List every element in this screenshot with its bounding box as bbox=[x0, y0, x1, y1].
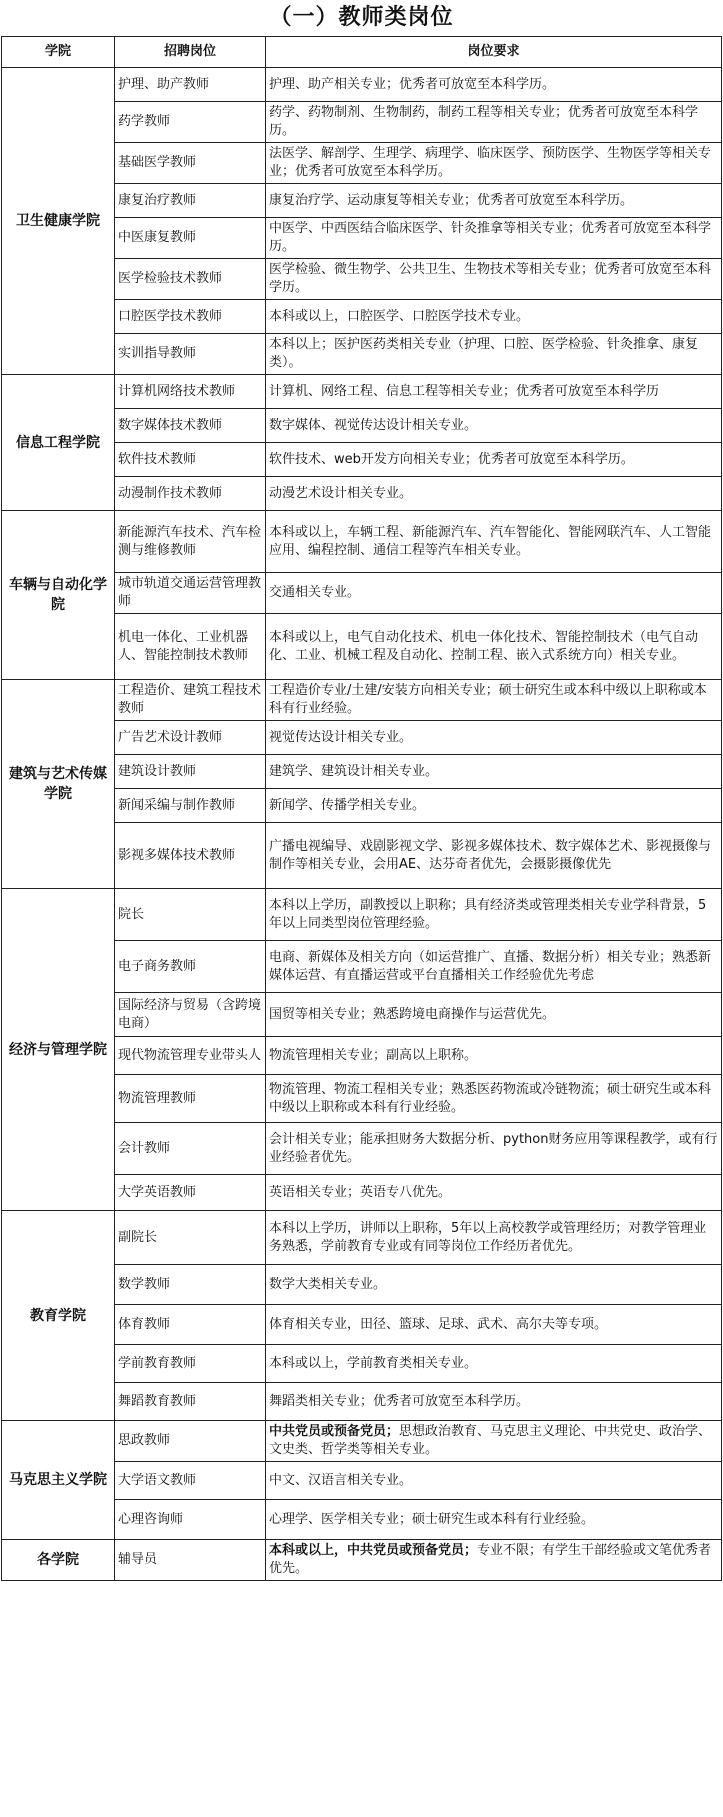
requirement-text: 本科以上学历，副教授以上职称；具有经济类或管理类相关专业学科背景，5年以上同类型岗位管理经验。 bbox=[269, 897, 707, 931]
table-row bbox=[2, 1421, 722, 1462]
requirement-text: 动漫艺术设计相关专业。 bbox=[269, 485, 413, 501]
header-college: 学院 bbox=[2, 37, 115, 68]
requirement-text: 新闻学、传播学相关专业。 bbox=[269, 797, 426, 813]
table-row bbox=[2, 1540, 722, 1581]
post-cell: 思政教师 bbox=[115, 1421, 266, 1462]
post-cell: 数学教师 bbox=[115, 1265, 266, 1305]
post-cell: 影视多媒体技术教师 bbox=[115, 823, 266, 889]
requirement-cell bbox=[266, 1540, 722, 1581]
requirement-text: 广播电视编导、戏剧影视文学、影视多媒体技术、数字媒体艺术、影视摄像与制作等相关专业，会用AE、达芬奇者优先，会摄影摄像优先 bbox=[269, 838, 712, 872]
requirement-text: 法医学、解剖学、生理学、病理学、临床医学、预防医学、生物医学等相关专业；优秀者可放宽至本科学历。 bbox=[269, 146, 712, 179]
requirement-cell bbox=[266, 184, 722, 218]
requirement-cell bbox=[266, 443, 722, 477]
post-cell: 学前教育教师 bbox=[115, 1345, 266, 1383]
requirement-cell bbox=[266, 1075, 722, 1123]
requirement-emphasis: 中共党员或预备党员； bbox=[269, 1424, 400, 1439]
table-row bbox=[2, 1211, 722, 1265]
requirement-cell bbox=[266, 1383, 722, 1421]
requirement-text: 思想政治教育、马克思主义理论、中共党史、政治学、文史类、哲学类等相关专业。 bbox=[269, 1424, 712, 1457]
college-cell: 各学院 bbox=[2, 1540, 115, 1581]
requirement-cell bbox=[266, 1462, 722, 1500]
requirement-text: 会计相关专业；能承担财务大数据分析、python财务应用等课程教学，或有行业经验者优先。 bbox=[269, 1131, 718, 1165]
requirement-text: 心理学、医学相关专业；硕士研究生或本科有行业经验。 bbox=[269, 1511, 595, 1527]
requirement-cell bbox=[266, 1211, 722, 1265]
requirement-text: 软件技术、web开发方向相关专业；优秀者可放宽至本科学历。 bbox=[269, 451, 634, 467]
requirement-cell bbox=[266, 68, 722, 102]
table-row bbox=[2, 375, 722, 409]
post-cell: 口腔医学技术教师 bbox=[115, 300, 266, 334]
post-cell: 机电一体化、工业机器人、智能控制技术教师 bbox=[115, 614, 266, 680]
post-cell: 现代物流管理专业带头人 bbox=[115, 1037, 266, 1075]
requirement-cell bbox=[266, 789, 722, 823]
requirement-text: 专业不限；有学生干部经验或文笔优秀者优先。 bbox=[269, 1543, 712, 1576]
post-cell: 心理咨询师 bbox=[115, 1500, 266, 1540]
post-cell: 会计教师 bbox=[115, 1123, 266, 1175]
requirement-cell bbox=[266, 1265, 722, 1305]
requirement-text: 国贸等相关专业；熟悉跨境电商操作与运营优先。 bbox=[269, 1006, 556, 1022]
post-cell: 体育教师 bbox=[115, 1305, 266, 1345]
college-cell: 车辆与自动化学院 bbox=[2, 511, 115, 680]
requirement-cell bbox=[266, 1305, 722, 1345]
requirement-text: 英语相关专业；英语专八优先。 bbox=[269, 1184, 452, 1200]
requirement-cell bbox=[266, 941, 722, 993]
post-cell: 物流管理教师 bbox=[115, 1075, 266, 1123]
college-cell: 建筑与艺术传媒学院 bbox=[2, 680, 115, 889]
post-cell: 国际经济与贸易（含跨境电商） bbox=[115, 993, 266, 1037]
requirement-cell bbox=[266, 1123, 722, 1175]
table-row bbox=[2, 68, 722, 102]
requirement-text: 本科或以上，口腔医学、口腔医学技术专业。 bbox=[269, 308, 530, 324]
college-cell: 卫生健康学院 bbox=[2, 68, 115, 375]
post-cell: 药学教师 bbox=[115, 102, 266, 143]
requirement-cell bbox=[266, 573, 722, 614]
post-cell: 动漫制作技术教师 bbox=[115, 477, 266, 511]
requirement-text: 舞蹈类相关专业；优秀者可放宽至本科学历。 bbox=[269, 1393, 530, 1409]
post-cell: 新闻采编与制作教师 bbox=[115, 789, 266, 823]
post-cell: 实训指导教师 bbox=[115, 334, 266, 375]
requirement-cell bbox=[266, 1500, 722, 1540]
requirement-cell bbox=[266, 375, 722, 409]
requirement-text: 视觉传达设计相关专业。 bbox=[269, 729, 413, 745]
requirement-cell bbox=[266, 993, 722, 1037]
post-cell: 副院长 bbox=[115, 1211, 266, 1265]
requirement-text: 中医学、中西医结合临床医学、针灸推拿等相关专业；优秀者可放宽至本科学历。 bbox=[269, 221, 712, 254]
requirement-cell bbox=[266, 102, 722, 143]
page-title: （一）教师类岗位 bbox=[269, 5, 454, 30]
requirement-emphasis: 本科或以上，中共党员或预备党员； bbox=[269, 1543, 478, 1558]
post-cell: 工程造价、建筑工程技术教师 bbox=[115, 680, 266, 721]
post-cell: 舞蹈教育教师 bbox=[115, 1383, 266, 1421]
requirement-text: 护理、助产相关专业；优秀者可放宽至本科学历。 bbox=[269, 76, 556, 92]
post-cell: 电子商务教师 bbox=[115, 941, 266, 993]
requirement-text: 电商、新媒体及相关方向（如运营推广、直播、数据分析）相关专业；熟悉新媒体运营、有直播运营或平台直播相关工作经验优先考虑 bbox=[269, 949, 712, 983]
post-cell: 大学英语教师 bbox=[115, 1175, 266, 1211]
requirement-cell bbox=[266, 1345, 722, 1383]
requirement-cell bbox=[266, 477, 722, 511]
requirement-cell bbox=[266, 218, 722, 259]
post-cell: 大学语文教师 bbox=[115, 1462, 266, 1500]
header-post: 招聘岗位 bbox=[115, 37, 266, 68]
requirement-text: 工程造价专业/土建/安装方向相关专业；硕士研究生或本科中级以上职称或本科有行业经验。 bbox=[269, 683, 707, 716]
recruitment-table bbox=[1, 36, 722, 1581]
requirement-cell bbox=[266, 823, 722, 889]
requirement-text: 本科或以上，车辆工程、新能源汽车、汽车智能化、智能网联汽车、人工智能应用、编程控制、通信工程等汽车相关专业。 bbox=[269, 524, 712, 558]
table-row bbox=[2, 511, 722, 573]
college-cell: 教育学院 bbox=[2, 1211, 115, 1421]
table-header-row bbox=[2, 37, 722, 68]
requirement-cell bbox=[266, 721, 722, 755]
requirement-text: 计算机、网络工程、信息工程等相关专业；优秀者可放宽至本科学历 bbox=[269, 383, 660, 399]
requirement-cell bbox=[266, 1175, 722, 1211]
post-cell: 院长 bbox=[115, 889, 266, 941]
requirement-cell bbox=[266, 1037, 722, 1075]
requirement-cell bbox=[266, 143, 722, 184]
requirement-cell bbox=[266, 300, 722, 334]
requirement-cell bbox=[266, 680, 722, 721]
requirement-text: 药学、药物制剂、生物制药，制药工程等相关专业；优秀者可放宽至本科学历。 bbox=[269, 105, 699, 138]
requirement-cell bbox=[266, 334, 722, 375]
requirement-cell bbox=[266, 614, 722, 680]
post-cell: 医学检验技术教师 bbox=[115, 259, 266, 300]
requirement-text: 本科以上学历，讲师以上职称，5年以上高校教学或管理经历；对教学管理业务熟悉，学前教育专业或有同等岗位工作经历者优先。 bbox=[269, 1220, 707, 1254]
post-cell: 辅导员 bbox=[115, 1540, 266, 1581]
requirement-text: 数学大类相关专业。 bbox=[269, 1276, 387, 1292]
table-row bbox=[2, 889, 722, 941]
requirement-cell bbox=[266, 889, 722, 941]
header-requirements: 岗位要求 bbox=[266, 37, 722, 68]
post-cell: 软件技术教师 bbox=[115, 443, 266, 477]
college-cell: 信息工程学院 bbox=[2, 375, 115, 511]
requirement-text: 体育相关专业，田径、篮球、足球、武术、高尔夫等专项。 bbox=[269, 1316, 608, 1332]
post-cell: 基础医学教师 bbox=[115, 143, 266, 184]
college-cell: 经济与管理学院 bbox=[2, 889, 115, 1211]
requirement-cell bbox=[266, 1421, 722, 1462]
post-cell: 数字媒体技术教师 bbox=[115, 409, 266, 443]
post-cell: 中医康复教师 bbox=[115, 218, 266, 259]
requirement-cell bbox=[266, 259, 722, 300]
requirement-text: 中文、汉语言相关专业。 bbox=[269, 1472, 413, 1488]
post-cell: 康复治疗教师 bbox=[115, 184, 266, 218]
post-cell: 建筑设计教师 bbox=[115, 755, 266, 789]
requirement-text: 本科或以上，学前教育类相关专业。 bbox=[269, 1355, 478, 1371]
requirement-text: 数字媒体、视觉传达设计相关专业。 bbox=[269, 417, 478, 433]
post-cell: 新能源汽车技术、汽车检测与维修教师 bbox=[115, 511, 266, 573]
requirement-text: 交通相关专业。 bbox=[269, 585, 361, 600]
post-cell: 城市轨道交通运营管理教师 bbox=[115, 573, 266, 614]
requirement-cell bbox=[266, 755, 722, 789]
requirement-cell bbox=[266, 409, 722, 443]
post-cell: 护理、助产教师 bbox=[115, 68, 266, 102]
post-cell: 广告艺术设计教师 bbox=[115, 721, 266, 755]
requirement-cell bbox=[266, 511, 722, 573]
college-cell: 马克思主义学院 bbox=[2, 1421, 115, 1540]
requirement-text: 物流管理相关专业；副高以上职称。 bbox=[269, 1047, 478, 1063]
requirement-text: 医学检验、微生物学、公共卫生、生物技术等相关专业；优秀者可放宽至本科学历。 bbox=[269, 262, 712, 295]
requirement-text: 建筑学、建筑设计相关专业。 bbox=[269, 763, 439, 779]
post-cell: 计算机网络技术教师 bbox=[115, 375, 266, 409]
requirement-text: 本科或以上，电气自动化技术、机电一体化技术、智能控制技术（电气自动化、工业、机械工程及自动化、控制工程、嵌入式系统方向）相关专业。 bbox=[269, 629, 699, 663]
requirement-text: 康复治疗学、运动康复等相关专业；优秀者可放宽至本科学历。 bbox=[269, 192, 634, 208]
requirement-text: 本科以上；医护医药类相关专业（护理、口腔、医学检验、针灸推拿、康复类）。 bbox=[269, 337, 699, 370]
table-row bbox=[2, 680, 722, 721]
requirement-text: 物流管理、物流工程相关专业；熟悉医药物流或冷链物流；硕士研究生或本科中级以上职称或本科有行业经验。 bbox=[269, 1081, 712, 1115]
